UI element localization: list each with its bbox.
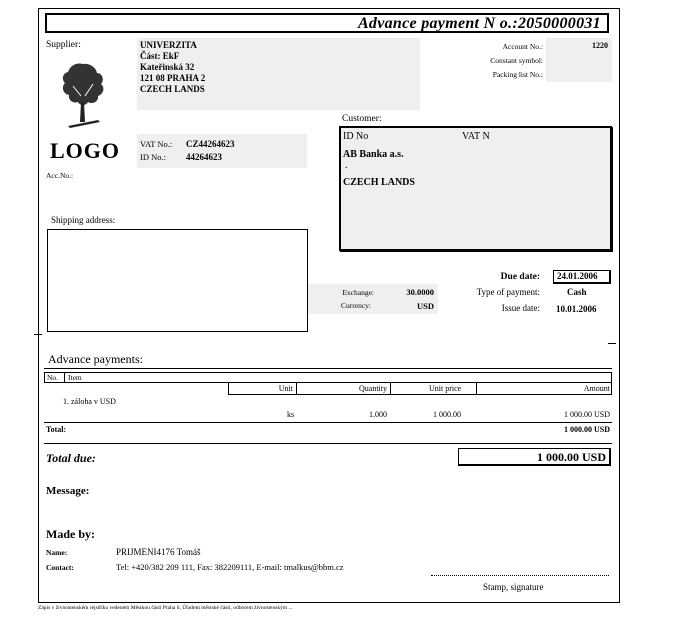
items-header-divider xyxy=(64,372,65,383)
separator-left xyxy=(34,334,42,335)
supplier-address xyxy=(140,40,205,95)
customer-dot: . xyxy=(345,160,348,171)
shipping-address-box xyxy=(47,229,308,332)
col-item-header: Item xyxy=(68,373,82,382)
item-unit: ks xyxy=(287,410,295,419)
supplier-label: Supplier: xyxy=(46,40,81,50)
col-no-header: No. xyxy=(47,373,59,382)
customer-box xyxy=(339,126,612,251)
supplier-line: Kateřinská 32 xyxy=(140,62,195,72)
customer-name: AB Banka a.s. xyxy=(343,149,404,160)
item-unit-price: 1 000.00 xyxy=(433,410,461,419)
tree-logo-icon xyxy=(58,56,108,132)
total-value: 1 000.00 USD xyxy=(563,425,610,434)
contact-label: Contact: xyxy=(46,563,74,572)
footer-rule xyxy=(38,602,619,603)
signature-line xyxy=(431,575,609,576)
items-header-row xyxy=(44,372,612,383)
supplier-id-label: ID No.: xyxy=(140,152,166,162)
currency-label: Currency: xyxy=(341,301,371,310)
item-amount: 1 000.00 USD xyxy=(563,410,610,419)
total-due-label: Total due: xyxy=(46,451,96,465)
items-subheader-divider xyxy=(296,383,297,395)
exchange-value: 30.0000 xyxy=(406,287,434,297)
items-bottom-rule xyxy=(44,422,612,423)
total-label: Total: xyxy=(46,425,67,434)
name-value: PRIJMENI4176 Tomáš xyxy=(116,547,201,557)
packing-list-label: Packing list No.: xyxy=(492,70,543,79)
customer-vat-label: VAT N xyxy=(462,131,490,142)
col-quantity-header: Quantity xyxy=(359,384,387,393)
name-label: Name: xyxy=(46,548,68,557)
payment-type-value: Cash xyxy=(567,287,587,297)
items-subheader-divider xyxy=(390,383,391,395)
issue-date-value: 10.01.2006 xyxy=(556,304,597,314)
total-due-value: 1 000.00 USD xyxy=(536,450,606,464)
document-title: Advance payment N o.:2050000031 xyxy=(357,15,601,32)
customer-label: Customer: xyxy=(342,114,382,124)
supplier-vat-value: CZ44264623 xyxy=(186,139,235,149)
supplier-line: CZECH LANDS xyxy=(140,84,205,94)
exchange-label: Exchange: xyxy=(342,288,374,297)
contact-value: Tel: +420/382 209 111, Fax: 382209111, E-mail: tmalkus@bbm.cz xyxy=(116,562,344,572)
constant-symbol-label: Constant symbol: xyxy=(490,56,543,65)
supplier-line: Část: EkF xyxy=(140,51,180,61)
footer-text: Zápis v živnostenském rejstříku vedeném Městkou částí Praha 6, Úřadem městské části, odborem živnostenským ... xyxy=(38,605,293,611)
separator-right xyxy=(608,343,616,344)
issue-date-label: Issue date: xyxy=(501,303,540,313)
due-date-value: 24.01.2006 xyxy=(557,271,598,281)
items-top-rule xyxy=(44,368,612,369)
customer-country: CZECH LANDS xyxy=(343,177,415,188)
due-date-label: Due date: xyxy=(500,272,540,282)
payment-type-label: Type of payment: xyxy=(476,287,540,297)
col-amount-header: Amount xyxy=(583,384,610,393)
supplier-line: 121 08 PRAHA 2 xyxy=(140,73,206,83)
account-no-value: 1220 xyxy=(592,41,608,50)
supplier-id-value: 44264623 xyxy=(186,152,222,162)
advance-payments-title: Advance payments: xyxy=(48,352,143,366)
item-quantity: 1.000 xyxy=(369,410,387,419)
title-bar xyxy=(45,13,609,33)
acc-no-label: Acc.No.: xyxy=(46,171,74,180)
supplier-line: UNIVERZITA xyxy=(140,40,197,50)
made-by-label: Made by: xyxy=(46,527,95,541)
col-unit-header: Unit xyxy=(278,384,293,393)
supplier-vat-label: VAT No.: xyxy=(140,139,173,149)
item-name: 1. záloha v USD xyxy=(63,397,116,406)
currency-value: USD xyxy=(416,301,434,311)
message-label: Message: xyxy=(46,485,90,497)
stamp-signature-label: Stamp, signature xyxy=(483,582,544,592)
logo-text: LOGO xyxy=(50,138,121,163)
shipping-label: Shipping address: xyxy=(51,215,116,225)
account-no-label: Account No.: xyxy=(502,42,543,51)
total-due-rule xyxy=(44,443,612,444)
customer-id-label: ID No xyxy=(343,131,369,142)
col-unit-price-header: Unit price xyxy=(429,384,462,393)
items-subheader-divider xyxy=(476,383,477,395)
